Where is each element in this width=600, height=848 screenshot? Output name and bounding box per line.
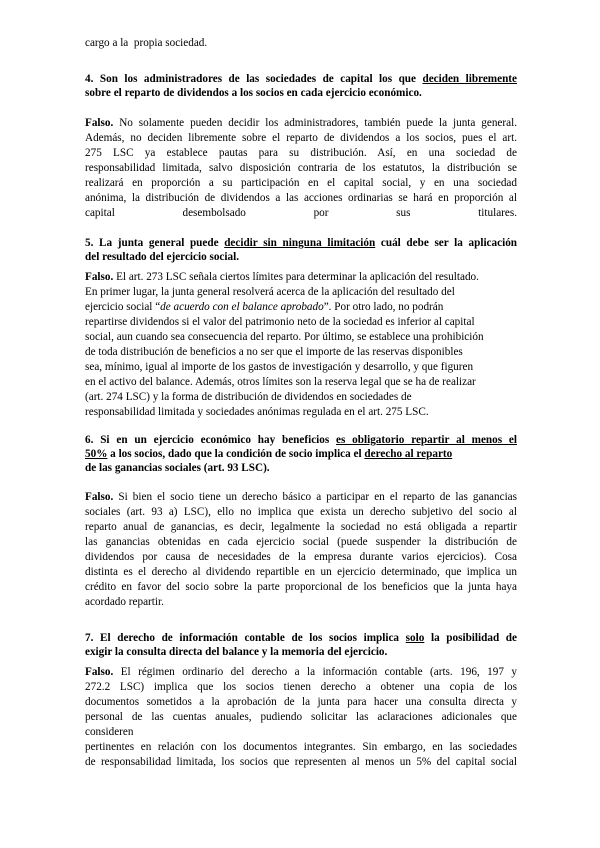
q5-answer-line	[85, 375, 476, 389]
q5-answer-line	[85, 390, 412, 404]
text-run: dividendos por causa de necesidades de la empresa durante varios ejercicios). Cosa	[85, 551, 517, 563]
answer-label: Falso.	[85, 117, 114, 129]
text-run: responsabilidad limitada y sociedades anónimas regulada en el art. 275 LSC.	[85, 406, 429, 418]
q5-answer-line	[85, 405, 429, 419]
text-run: acordado repartir.	[85, 596, 164, 608]
q4-answer-line	[85, 206, 517, 220]
text-run: repartirse dividendos si el valor del patrimonio neto de la sociedad es inferior al capital	[85, 316, 475, 328]
text-run: del resultado del ejercicio social.	[85, 251, 240, 263]
text-run: ejercicio social “	[85, 301, 161, 313]
q6-answer-line	[85, 580, 517, 594]
text-run: crédito en favor del socio sobre la parte proporcional de los beneficios que la junta haya	[85, 581, 517, 593]
q6-answer-line	[85, 535, 517, 549]
text-run: responsabilidad limitada, salvo disposición contraria de los estatutos, la distribución se	[85, 162, 517, 174]
text-run: capital desembolsado por sus titulares.	[85, 207, 517, 219]
q4-title-line	[85, 86, 422, 100]
text-run: distinta es el derecho al dividendo repartible en un ejercicio determinado, que implica un	[85, 566, 517, 578]
q5-answer-line	[85, 330, 484, 344]
q7-answer-line	[85, 740, 517, 754]
q7-title-line	[85, 631, 517, 645]
underlined-text: solo	[405, 632, 425, 644]
text-run: las ganancias obtenidas en cada ejercicio social (puede suspender la distribución de	[85, 536, 517, 548]
text-run: la posibilidad de	[424, 632, 517, 644]
q5-title-line	[85, 250, 239, 264]
text-run: 7. El derecho de información contable de los socios implica	[85, 632, 406, 644]
q6-answer-line	[85, 565, 517, 579]
q5-answer-line	[85, 315, 475, 329]
text-run: consideren	[85, 726, 134, 738]
text-run: cuál debe ser la aplicación	[375, 237, 518, 249]
text-run: cargo a la propia sociedad.	[85, 37, 208, 49]
q4-answer-line	[85, 176, 517, 190]
text-run: 6. Si en un ejercicio económico hay beneficios	[85, 434, 337, 446]
text-run: (art. 274 LSC) y la forma de distribución de dividendos en sociedades de	[85, 391, 412, 403]
q5-answer-line	[85, 285, 455, 299]
text-run: Si bien el socio tiene un derecho básico a participar en el reparto de las ganancias	[113, 491, 517, 503]
text-run: de toda distribución de beneficios a no ser que el importe de las reservas disponibles	[85, 346, 463, 358]
text-run: 5. La junta general puede	[85, 237, 225, 249]
q7-answer-line	[85, 725, 133, 739]
q6-answer-line	[85, 520, 517, 534]
q7-answer-line	[85, 755, 517, 769]
text-run: de responsabilidad limitada, los socios que representen al menos un 5% del capital social	[85, 756, 517, 768]
q6-title-line	[85, 447, 452, 461]
q5-answer-line	[85, 300, 443, 314]
text-run: reparto anual de ganancias, es decir, legalmente la sociedad no está obligada a repartir	[85, 521, 517, 533]
text-run: 272.2 LSC) implica que los socios tienen derecho a obtener una copia de los	[85, 681, 517, 693]
answer-label: Falso.	[85, 666, 114, 678]
underlined-text: deciden libremente	[422, 73, 517, 85]
text-run: realizará en proporción a su participación en el capital social, y en una sociedad	[85, 177, 517, 189]
continuation-text	[85, 36, 207, 50]
q4-answer-line	[85, 191, 517, 205]
text-run: sea, mínimo, igual al importe de los gastos de investigación y desarrollo, y que figuren	[85, 361, 474, 373]
text-run: 4. Son los administradores de las sociedades de capital los que	[85, 73, 423, 85]
underlined-text: es obligatorio repartir al menos el	[336, 434, 517, 446]
q5-answer-line	[85, 270, 479, 284]
q5-title-line	[85, 236, 517, 250]
text-run: En primer lugar, la junta general resolverá acerca de la aplicación del resultado del	[85, 286, 455, 298]
q6-title-line	[85, 433, 517, 447]
q7-answer-line	[85, 665, 517, 679]
text-run: ”. Por otro lado, no podrán	[323, 301, 444, 313]
text-run: sociales (art. 93 a) LSC), ello no implica que exista un derecho subjetivo del socio al	[85, 506, 517, 518]
q6-answer-line	[85, 595, 164, 609]
text-run: Además, no deciden libremente sobre el reparto de dividendos a los socios, pues el art.	[85, 132, 517, 144]
text-run: en el activo del balance. Además, otros límites son la reserva legal que se ha de realizar	[85, 376, 476, 388]
text-run: exigir la consulta directa del balance y la memoria del ejercicio.	[85, 646, 388, 658]
text-run: 275 LSC ya establece pautas para su distribución. Así, en una sociedad de	[85, 147, 517, 159]
text-run: El art. 273 LSC señala ciertos límites para determinar la aplicación del resultado.	[113, 271, 479, 283]
answer-label: Falso.	[85, 491, 114, 503]
text-run: pertinentes en relación con los documentos integrantes. Sin embargo, en las sociedades	[85, 741, 517, 753]
text-run: sobre el reparto de dividendos a los socios en cada ejercicio económico.	[85, 87, 422, 99]
q4-answer-line	[85, 116, 517, 130]
answer-label: Falso.	[85, 271, 114, 283]
text-run: No solamente pueden decidir los administradores, también puede la junta general.	[113, 117, 517, 129]
q7-answer-line	[85, 695, 517, 709]
text-run: documentos sometidos a la aprobación de la junta para hacer una consulta directa y	[85, 696, 517, 708]
q7-title-line	[85, 645, 387, 659]
text-run: anónima, la distribución de dividendos a las acciones ordinarias se hará en proporción al	[85, 192, 517, 204]
q4-title-line	[85, 72, 517, 86]
q6-title-line	[85, 461, 270, 475]
underlined-text: derecho al reparto	[364, 448, 453, 460]
q4-answer-line	[85, 161, 517, 175]
text-run: social, aun cuando sea consecuencia del reparto. Por último, se establece una prohibición	[85, 331, 484, 343]
q6-answer-line	[85, 550, 517, 564]
underlined-text: decidir sin ninguna limitación	[224, 237, 376, 249]
text-run: de las ganancias sociales (art. 93 LSC).	[85, 462, 270, 474]
text-run: a los socios, dado que la condición de socio implica el	[107, 448, 365, 460]
underlined-text: 50%	[85, 448, 108, 460]
q4-answer-line	[85, 131, 517, 145]
q6-answer-line	[85, 490, 517, 504]
q7-answer-line	[85, 710, 517, 724]
q4-answer-line	[85, 146, 517, 160]
text-run: El régimen ordinario del derecho a la información contable (arts. 196, 197 y	[113, 666, 517, 678]
q5-answer-line	[85, 360, 473, 374]
italic-quote: de acuerdo con el balance aprobado	[160, 301, 324, 313]
q7-answer-line	[85, 680, 517, 694]
text-run: personal de las cuentas anuales, pudiendo solicitar las aclaraciones adicionales que	[85, 711, 517, 723]
q6-answer-line	[85, 505, 517, 519]
q5-answer-line	[85, 345, 463, 359]
